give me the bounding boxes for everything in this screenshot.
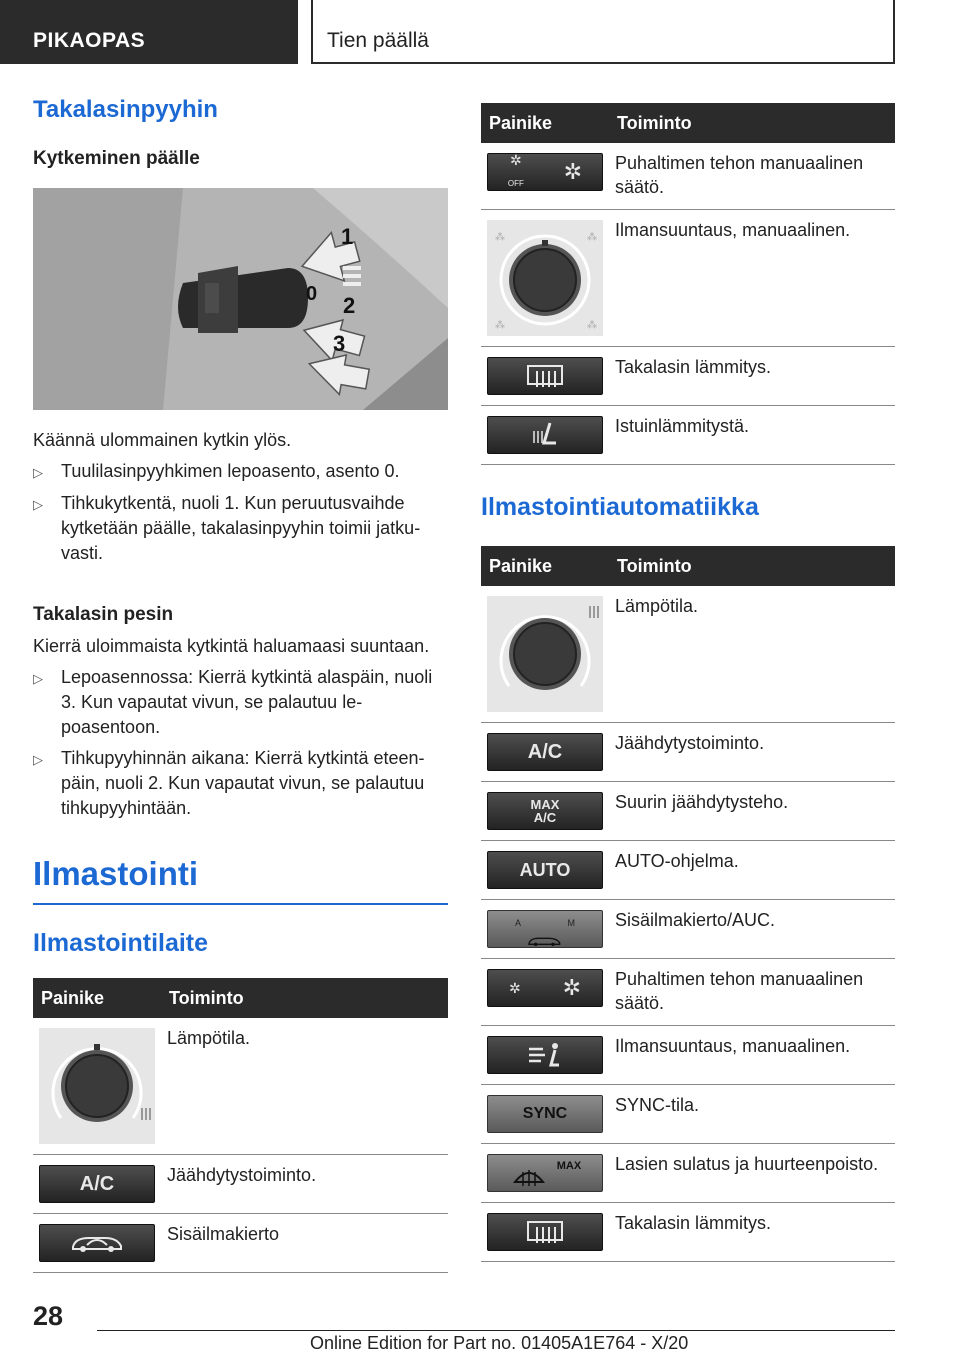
table-row: Lämpötila.: [33, 1018, 448, 1155]
table-row: ⁂ ⁂ ⁂ ⁂ Ilmansuuntaus, manuaalinen.: [481, 210, 895, 347]
edition-text: Online Edition for Part no. 01405A1E764 - X/20: [310, 1333, 689, 1353]
wiper-title: Takalasinpyyhin: [33, 96, 218, 123]
arrow-label-3: 3: [333, 331, 346, 356]
table-row: Takalasin lämmitys.: [481, 1203, 895, 1262]
main-heading: Ilmastointi: [33, 855, 448, 905]
header-section: PIKAOPAS: [0, 0, 298, 64]
table-row: MAX Lasien sulatus ja huurteenpoisto.: [481, 1144, 895, 1203]
table-row: A M Sisäilmakierto/AUC.: [481, 900, 895, 959]
table-row: ✲ OFF ✲ Puhaltimen tehon manuaalinen säätö.: [481, 143, 895, 210]
table-row: MAX A/C Suurin jäähdytysteho.: [481, 782, 895, 841]
washer-text: Kierrä uloimmaista kytkintä haluamaasi suuntaan.: [33, 636, 430, 656]
temperature-knob-icon: [39, 1028, 155, 1144]
footer-divider: [97, 1330, 895, 1331]
bullet-item: ▷ Tihkukytkentä, nuoli 1. Kun peruutusvaihde kytketään päälle, takalasinpyyhin toimii jatkuvasti.: [33, 491, 448, 566]
col-header-button: Painike: [33, 978, 161, 1018]
header-chapter: Tien päällä: [311, 0, 895, 64]
position-label-0: 0: [306, 283, 318, 305]
table-row: Istuinlämmitystä.: [481, 406, 895, 465]
table-row: Lämpötila.: [481, 586, 895, 723]
triangle-bullet-icon: ▷: [33, 497, 43, 512]
right-column: [481, 103, 895, 1262]
triangle-bullet-icon: ▷: [33, 752, 43, 767]
climate-unit-table-continued: [481, 103, 895, 465]
col-header-function: Toiminto: [609, 103, 895, 143]
bullet-item: ▷ Lepoasennossa: Kierrä kytkintä alaspäin, nuoli 3. Kun vapautat vivun, se palautuu lepoasentoon.: [33, 665, 448, 740]
svg-text:⁂: ⁂: [587, 232, 597, 243]
arrow-label-1: 1: [341, 224, 354, 249]
table-row: A/C Jäähdytystoiminto.: [481, 723, 895, 782]
table-row: A/C Jäähdytystoiminto.: [33, 1155, 448, 1214]
auto-climate-heading: Ilmastointiautomatiikka: [481, 493, 759, 521]
page-number: 28: [33, 1301, 64, 1331]
bullet-item: ▷ Tuulilasinpyyhkimen lepoasento, asento 0.: [33, 459, 448, 485]
sync-button-icon: SYNC: [487, 1095, 603, 1133]
bullet-item: ▷ Tihkupyyhinnän aikana: Kierrä kytkintä eteenpäin, nuoli 2. Kun vapautat vivun, se palautuu tihkupyyhintään.: [33, 746, 448, 821]
air-distribution-knob-icon: [487, 220, 603, 336]
table-row: Ilmansuuntaus, manuaalinen.: [481, 1026, 895, 1085]
wiper-stalk-photo: [33, 188, 448, 410]
wiper-stalk-illustration: [33, 188, 448, 410]
triangle-bullet-icon: ▷: [33, 465, 43, 480]
svg-text:⁂: ⁂: [495, 232, 505, 243]
climate-unit-table: [33, 978, 448, 1273]
rear-defrost-icon: [487, 357, 603, 395]
left-column: [33, 96, 448, 1273]
fan-icon: ✲ ✲: [487, 969, 603, 1007]
col-header-function: Toiminto: [161, 978, 448, 1018]
table-row: SYNC SYNC-tila.: [481, 1085, 895, 1144]
fan-off-icon: ✲ OFF ✲: [487, 153, 603, 191]
table-row: Sisäilmakierto: [33, 1214, 448, 1273]
climate-unit-heading: Ilmastointilaite: [33, 929, 209, 957]
max-ac-button-icon: MAX A/C: [487, 792, 603, 830]
table-row: ✲ ✲ Puhaltimen tehon manuaalinen säätö.: [481, 959, 895, 1026]
triangle-bullet-icon: ▷: [33, 671, 43, 686]
air-direction-icon: [487, 1036, 603, 1074]
auto-climate-table: [481, 546, 895, 1262]
table-row: Takalasin lämmitys.: [481, 347, 895, 406]
ac-button-icon: A/C: [487, 733, 603, 771]
recirculation-icon: [39, 1224, 155, 1262]
col-header-button: Painike: [481, 546, 609, 586]
col-header-function: Toiminto: [609, 546, 895, 586]
washer-subtitle: Takalasin pesin: [33, 604, 174, 625]
temperature-knob-icon: [487, 596, 603, 712]
col-header-button: Painike: [481, 103, 609, 143]
switch-on-subtitle: Kytkeminen päälle: [33, 148, 200, 169]
svg-text:⁂: ⁂: [587, 320, 597, 331]
max-defrost-icon: MAX: [487, 1154, 603, 1192]
arrow-label-2: 2: [343, 293, 356, 318]
table-row: AUTO AUTO-ohjelma.: [481, 841, 895, 900]
auto-button-icon: AUTO: [487, 851, 603, 889]
ac-button-icon: A/C: [39, 1165, 155, 1203]
seat-heating-icon: [487, 416, 603, 454]
svg-text:⁂: ⁂: [495, 320, 505, 331]
intro-text: Käännä ulommainen kytkin ylös.: [33, 430, 292, 450]
rear-defrost-icon: [487, 1213, 603, 1251]
recirculation-auc-icon: A M: [487, 910, 603, 948]
